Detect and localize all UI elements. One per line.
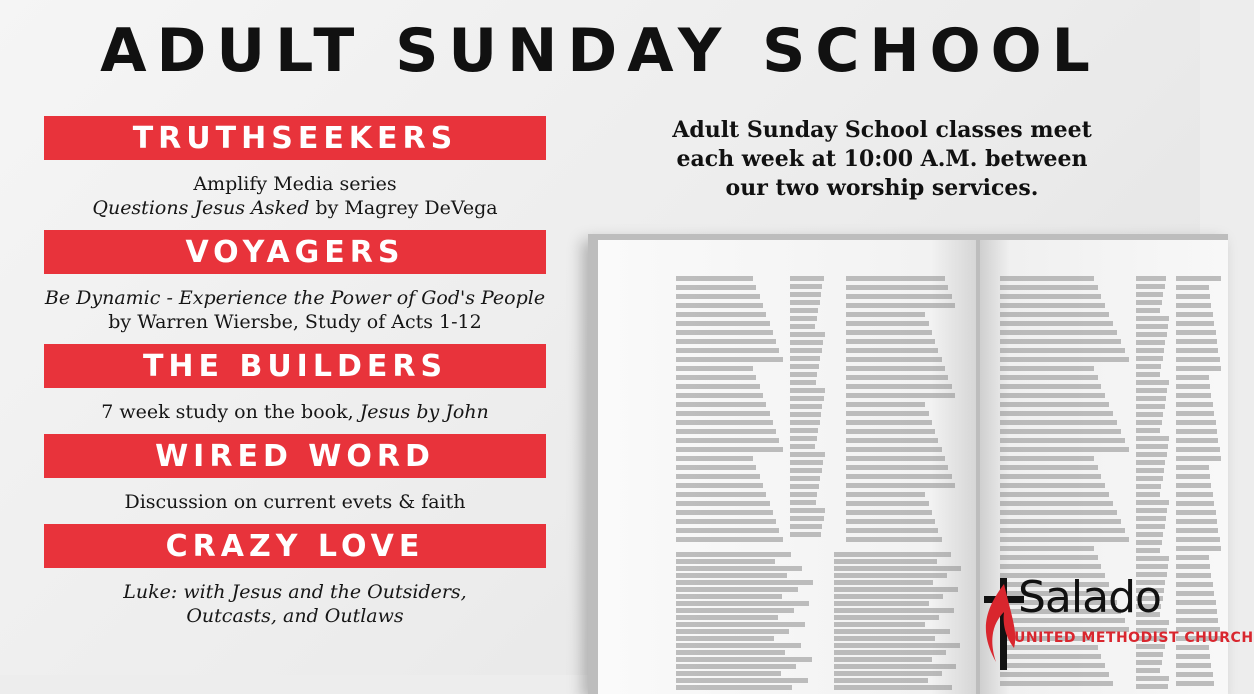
printed-text-line (834, 657, 932, 662)
description-line (44, 196, 546, 220)
printed-text-line (790, 324, 815, 329)
printed-text-line (846, 285, 948, 290)
printed-text-line (676, 402, 766, 407)
printed-text-line (1000, 681, 1113, 686)
printed-text-line (1000, 501, 1113, 506)
class-description-the-builders (44, 400, 546, 424)
printed-text-line (790, 516, 824, 521)
printed-text-line (834, 615, 939, 620)
printed-text-line (676, 411, 770, 416)
printed-text-line (834, 678, 928, 683)
printed-text-line (790, 428, 818, 433)
printed-text-line (1176, 447, 1220, 452)
printed-text-line (790, 468, 822, 473)
author-text: by Magrey DeVega (309, 197, 498, 219)
printed-text-line (1136, 444, 1168, 449)
printed-text-line (846, 519, 935, 524)
printed-text-line (846, 294, 952, 299)
printed-text-line (1176, 303, 1211, 308)
printed-text-line (1136, 332, 1167, 337)
printed-text-line (790, 332, 825, 337)
printed-text-line (676, 285, 756, 290)
printed-text-line (676, 429, 776, 434)
printed-text-line (846, 483, 955, 488)
printed-text-line (676, 420, 773, 425)
printed-text-line (1176, 348, 1218, 353)
printed-text-line (1000, 339, 1121, 344)
printed-text-line (676, 537, 783, 542)
printed-text-line (676, 330, 773, 335)
printed-text-line (1176, 357, 1220, 362)
printed-text-line (676, 685, 792, 690)
printed-text-line (1176, 528, 1218, 533)
printed-text-line (846, 537, 942, 542)
printed-text-line (1136, 356, 1163, 361)
printed-text-line (676, 643, 801, 648)
printed-text-line (834, 664, 956, 669)
printed-text-line (1176, 339, 1217, 344)
printed-text-line (676, 492, 766, 497)
printed-text-line (1136, 476, 1163, 481)
printed-text-line (1136, 308, 1160, 313)
printed-text-line (1176, 285, 1209, 290)
printed-text-line (1136, 340, 1165, 345)
class-description-wired-word (44, 490, 546, 514)
printed-text-line (1176, 510, 1216, 515)
printed-text-line (846, 321, 929, 326)
printed-text-line (1136, 388, 1167, 393)
printed-text-line (1176, 384, 1210, 389)
printed-text-line (1136, 532, 1163, 537)
printed-text-line (676, 678, 808, 683)
description-line: Amplify Media series (193, 173, 397, 195)
printed-text-line (834, 636, 935, 641)
printed-text-line (1136, 540, 1162, 545)
printed-text-line (676, 465, 756, 470)
class-name: CRAZY LOVE (165, 528, 425, 564)
printed-text-line (846, 330, 932, 335)
printed-text-line (1000, 564, 1101, 569)
printed-text-line (1136, 396, 1166, 401)
intro-line: our two worship services. (725, 175, 1039, 201)
class-description-truthseekers (44, 172, 546, 220)
printed-text-line (1136, 372, 1160, 377)
printed-text-line (676, 636, 774, 641)
book-title: Outcasts, and Outlaws (186, 605, 404, 627)
printed-text-line (1000, 384, 1101, 389)
printed-text-line (790, 476, 820, 481)
printed-text-line (1136, 324, 1168, 329)
printed-text-line (676, 629, 789, 634)
printed-text-line (1136, 380, 1169, 385)
printed-text-line (1000, 429, 1121, 434)
printed-text-line (1176, 393, 1211, 398)
printed-text-line (676, 321, 770, 326)
printed-text-line (834, 643, 960, 648)
printed-text-line (1176, 555, 1209, 560)
printed-text-line (676, 348, 779, 353)
printed-text-line (1000, 375, 1098, 380)
printed-text-line (846, 375, 948, 380)
printed-text-line (1176, 420, 1216, 425)
description-line (44, 400, 546, 424)
class-banner-the-builders (44, 344, 546, 388)
printed-text-line (790, 364, 819, 369)
class-banner-wired-word (44, 434, 546, 478)
printed-text-line (1136, 316, 1169, 321)
printed-text-line (676, 657, 812, 662)
printed-text-line (846, 510, 932, 515)
printed-text-line (790, 436, 817, 441)
printed-text-line (1000, 672, 1109, 677)
printed-text-line (834, 650, 946, 655)
intro-line: Adult Sunday School classes meet (672, 117, 1092, 143)
printed-text-line (1176, 483, 1211, 488)
printed-text-line (1176, 402, 1213, 407)
printed-text-line (1000, 330, 1117, 335)
printed-text-line (1000, 393, 1105, 398)
printed-text-line (834, 594, 943, 599)
printed-text-line (676, 594, 782, 599)
printed-text-line (1000, 447, 1129, 452)
printed-text-line (1136, 428, 1160, 433)
printed-text-line (1136, 412, 1163, 417)
printed-text-line (846, 429, 935, 434)
printed-text-line (1000, 357, 1129, 362)
printed-text-line (1136, 500, 1169, 505)
printed-text-line (846, 357, 942, 362)
printed-text-line (676, 384, 760, 389)
printed-text-line (834, 671, 942, 676)
printed-text-line (846, 393, 955, 398)
description-line (44, 604, 546, 628)
class-banner-voyagers (44, 230, 546, 274)
printed-text-line (676, 566, 802, 571)
printed-text-line (1176, 375, 1209, 380)
printed-text-line (1000, 465, 1098, 470)
printed-text-line (1000, 411, 1113, 416)
printed-text-line (1000, 546, 1094, 551)
printed-text-line (1136, 284, 1165, 289)
printed-text-line (676, 456, 753, 461)
printed-text-line (1136, 484, 1161, 489)
printed-text-line (1176, 411, 1214, 416)
printed-text-line (790, 356, 820, 361)
printed-text-line (1176, 312, 1213, 317)
description-line: Discussion on current evets & faith (124, 491, 466, 513)
printed-text-line (1136, 508, 1167, 513)
printed-text-line (846, 492, 925, 497)
printed-text-line (790, 316, 817, 321)
printed-text-line (790, 380, 816, 385)
printed-text-line (1136, 292, 1163, 297)
printed-text-line (1176, 681, 1214, 686)
printed-text-line (676, 587, 798, 592)
printed-text-line (676, 622, 805, 627)
description-line: by Warren Wiersbe, Study of Acts 1-12 (108, 311, 482, 333)
printed-text-line (790, 300, 820, 305)
church-logo (974, 572, 1254, 670)
printed-text-line (676, 601, 809, 606)
printed-text-line (1136, 492, 1160, 497)
printed-text-line (1136, 300, 1162, 305)
printed-text-line (1000, 555, 1098, 560)
printed-text-line (790, 308, 818, 313)
printed-text-line (1000, 348, 1125, 353)
printed-text-line (846, 474, 952, 479)
printed-text-line (834, 685, 952, 690)
printed-text-line (834, 587, 958, 592)
printed-text-line (846, 339, 935, 344)
class-description-voyagers (44, 286, 546, 334)
printed-text-line (790, 276, 824, 281)
printed-text-line (1000, 483, 1105, 488)
printed-text-line (1176, 330, 1216, 335)
printed-text-line (676, 276, 753, 281)
printed-text-line (676, 580, 813, 585)
printed-text-line (846, 366, 945, 371)
printed-text-line (1176, 546, 1221, 551)
printed-text-line (1000, 474, 1101, 479)
book-title: Be Dynamic - Experience the Power of God's People (44, 287, 546, 309)
printed-text-line (1176, 321, 1214, 326)
printed-text-line (676, 552, 791, 557)
printed-text-line (790, 452, 825, 457)
printed-text-line (676, 501, 770, 506)
printed-text-line (846, 303, 955, 308)
printed-text-line (846, 402, 925, 407)
printed-text-line (1000, 438, 1125, 443)
class-name: VOYAGERS (185, 234, 405, 270)
printed-text-line (1136, 460, 1165, 465)
printed-text-line (846, 384, 952, 389)
printed-text-line (834, 552, 951, 557)
printed-text-line (1176, 438, 1218, 443)
book-title: Jesus by John (359, 401, 489, 423)
bible-left-page (598, 240, 976, 694)
printed-text-line (790, 340, 823, 345)
printed-text-line (834, 608, 954, 613)
printed-text-line (1000, 456, 1094, 461)
printed-text-line (1000, 420, 1117, 425)
printed-text-line (1000, 492, 1109, 497)
printed-text-line (790, 524, 822, 529)
printed-text-line (676, 608, 794, 613)
printed-text-line (790, 292, 821, 297)
printed-text-line (1136, 348, 1164, 353)
printed-text-line (1176, 501, 1214, 506)
printed-text-line (676, 510, 773, 515)
logo-name: Salado (1018, 572, 1161, 623)
printed-text-line (1136, 564, 1168, 569)
printed-text-line (790, 396, 824, 401)
printed-text-line (790, 284, 822, 289)
printed-text-line (1000, 303, 1105, 308)
intro-text (622, 116, 1142, 203)
printed-text-line (846, 447, 942, 452)
printed-text-line (846, 465, 948, 470)
printed-text-line (1000, 510, 1117, 515)
printed-text-line (676, 664, 796, 669)
class-banner-truthseekers (44, 116, 546, 160)
printed-text-line (676, 519, 776, 524)
class-name: WIRED WORD (155, 438, 435, 474)
printed-text-line (790, 460, 823, 465)
printed-text-line (1000, 366, 1094, 371)
printed-text-line (1136, 548, 1160, 553)
printed-text-line (1136, 420, 1162, 425)
class-name: THE BUILDERS (142, 348, 448, 384)
printed-text-line (846, 348, 938, 353)
printed-text-line (846, 420, 932, 425)
printed-text-line (846, 501, 929, 506)
description-line (44, 580, 546, 604)
printed-text-line (1000, 312, 1109, 317)
printed-text-line (676, 615, 778, 620)
printed-text-line (676, 294, 760, 299)
printed-text-line (790, 444, 815, 449)
class-banner-crazy-love (44, 524, 546, 568)
printed-text-line (846, 312, 925, 317)
printed-text-line (676, 357, 783, 362)
printed-text-line (1176, 465, 1209, 470)
printed-text-line (1136, 452, 1167, 457)
printed-text-line (676, 483, 763, 488)
printed-text-line (1000, 528, 1125, 533)
printed-text-line (676, 303, 763, 308)
printed-text-line (1176, 366, 1221, 371)
book-title: Questions Jesus Asked (92, 197, 310, 219)
printed-text-line (790, 372, 817, 377)
printed-text-line (846, 528, 938, 533)
printed-text-line (1136, 468, 1164, 473)
printed-text-line (1136, 276, 1166, 281)
printed-text-line (846, 276, 945, 281)
printed-text-line (1136, 684, 1168, 689)
printed-text-line (834, 629, 950, 634)
printed-text-line (676, 528, 779, 533)
printed-text-line (1000, 294, 1101, 299)
printed-text-line (846, 456, 945, 461)
printed-text-line (1136, 556, 1169, 561)
printed-text-line (834, 622, 925, 627)
printed-text-line (790, 532, 821, 537)
printed-text-line (790, 412, 821, 417)
printed-text-line (1176, 519, 1217, 524)
printed-text-line (1136, 676, 1169, 681)
intro-line: each week at 10:00 A.M. between (676, 146, 1088, 172)
class-description-crazy-love (44, 580, 546, 628)
printed-text-line (1000, 321, 1113, 326)
printed-text-line (676, 559, 775, 564)
book-title: Luke: with Jesus and the Outsiders, (123, 581, 467, 603)
printed-text-line (1176, 537, 1220, 542)
printed-text-line (1000, 285, 1098, 290)
printed-text-line (676, 393, 763, 398)
logo-subtitle: UNITED METHODIST CHURCH (1014, 630, 1254, 646)
printed-text-line (1176, 294, 1210, 299)
printed-text-line (1000, 402, 1109, 407)
printed-text-line (1136, 524, 1165, 529)
printed-text-line (834, 566, 961, 571)
printed-text-line (1136, 436, 1169, 441)
printed-text-line (790, 348, 822, 353)
printed-text-line (834, 559, 937, 564)
printed-text-line (834, 573, 947, 578)
class-list (44, 116, 546, 638)
printed-text-line (834, 580, 933, 585)
printed-text-line (1176, 564, 1210, 569)
printed-text-line (790, 492, 817, 497)
printed-text-line (1000, 519, 1121, 524)
printed-text-line (1176, 492, 1213, 497)
printed-text-line (1176, 474, 1210, 479)
page-title: ADULT SUNDAY SCHOOL (100, 16, 1100, 86)
printed-text-line (676, 339, 776, 344)
printed-text-line (1136, 404, 1165, 409)
description-line (44, 286, 546, 310)
printed-text-line (1000, 537, 1129, 542)
printed-text-line (790, 508, 825, 513)
printed-text-line (790, 404, 822, 409)
printed-text-line (1136, 516, 1166, 521)
printed-text-line (1176, 456, 1221, 461)
printed-text-line (834, 601, 929, 606)
description-text: 7 week study on the book, (101, 401, 360, 423)
printed-text-line (1136, 364, 1161, 369)
printed-text-line (790, 484, 819, 489)
printed-text-line (846, 411, 929, 416)
printed-text-line (676, 671, 781, 676)
printed-text-line (1176, 672, 1213, 677)
printed-text-line (676, 474, 760, 479)
printed-text-line (676, 438, 779, 443)
printed-text-line (1176, 429, 1217, 434)
printed-text-line (676, 366, 753, 371)
class-name: TRUTHSEEKERS (132, 120, 458, 156)
printed-text-line (790, 500, 816, 505)
printed-text-line (676, 312, 766, 317)
printed-text-line (846, 438, 938, 443)
printed-text-line (1000, 276, 1094, 281)
printed-text-line (790, 420, 820, 425)
printed-text-line (1176, 276, 1221, 281)
printed-text-line (676, 650, 785, 655)
printed-text-line (676, 573, 787, 578)
printed-text-line (676, 375, 756, 380)
printed-text-line (790, 388, 825, 393)
printed-text-line (676, 447, 783, 452)
